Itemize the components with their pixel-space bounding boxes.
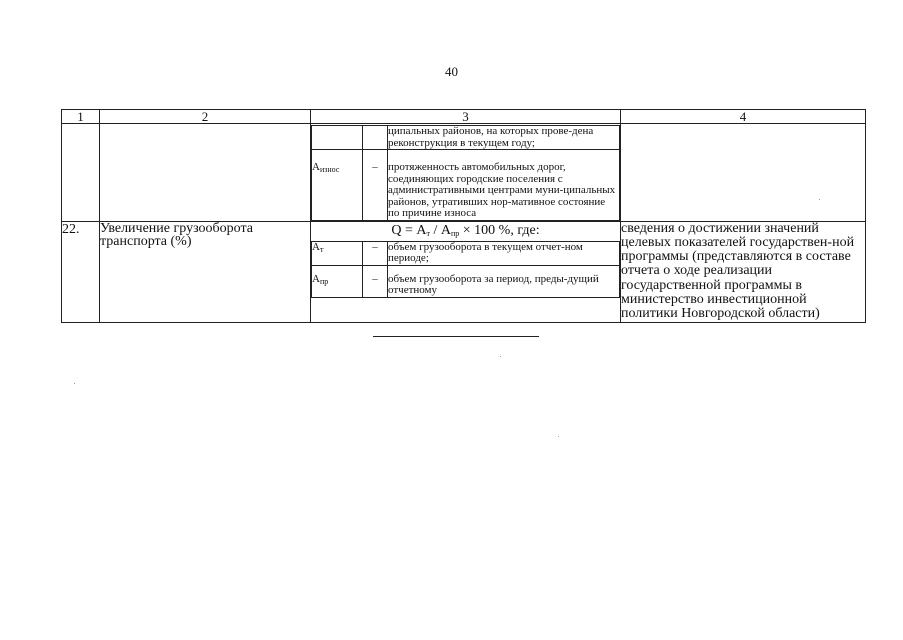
cell-source-empty xyxy=(621,124,866,222)
row-number: 22. xyxy=(62,221,100,322)
header-col-1: 1 xyxy=(62,110,100,124)
legend-dash: – xyxy=(363,265,388,297)
legend-text: объем грузооборота за период, преды-дущий отчетному xyxy=(388,265,620,297)
scan-speck xyxy=(819,199,820,200)
legend-text: объем грузооборота в текущем отчет-ном периоде; xyxy=(388,241,620,265)
legend-text: ципальных районов, на которых прове-дена реконструкция в текущем году; xyxy=(388,126,620,150)
indicators-table xyxy=(61,109,866,323)
legend-item xyxy=(312,150,620,221)
scan-speck xyxy=(500,356,501,357)
method-legend xyxy=(311,241,620,298)
header-col-3: 3 xyxy=(311,110,621,124)
legend-item xyxy=(312,241,620,265)
cell-number-empty xyxy=(62,124,100,222)
legend-dash: – xyxy=(363,150,388,221)
cell-indicator-empty xyxy=(100,124,311,222)
cell-method xyxy=(311,221,621,322)
legend-dash: – xyxy=(363,241,388,265)
legend-text: протяженность автомобильных дорог, соединяющих городские поселения с административными центрами муни-ципальных районов, утративших нор-мативное состояние по причине износа xyxy=(388,150,620,221)
legend-symbol xyxy=(312,126,363,150)
legend-symbol: $А_{пр}$ xyxy=(312,265,363,297)
scan-speck xyxy=(74,383,75,384)
table-row-22 xyxy=(62,221,866,322)
legend-symbol: $А_т$ xyxy=(312,241,363,265)
legend-item xyxy=(312,126,620,150)
header-col-4: 4 xyxy=(621,110,866,124)
indicator-name: Увеличение грузооборота транспорта (%) xyxy=(100,221,311,322)
cell-method xyxy=(311,124,621,222)
table-header-row xyxy=(62,110,866,124)
method-legend xyxy=(311,125,620,221)
page-number: 40 xyxy=(445,64,458,79)
data-source: сведения о достижении значений целевых показателей государствен-ной программы (представляются в составе отчета о ходе реализации государственной программы в министерство инвестиционной политики Новгородской области) xyxy=(621,221,866,322)
formula: $Q = А_т / А_{пр} \times 100$ %, где: xyxy=(391,222,540,238)
legend-dash xyxy=(363,126,388,150)
footer-separator-line xyxy=(373,336,539,337)
header-col-2: 2 xyxy=(100,110,311,124)
legend-item xyxy=(312,265,620,297)
table-row-continued xyxy=(62,124,866,222)
legend-symbol: $А_{износ}$ xyxy=(312,150,363,221)
scan-speck xyxy=(558,436,559,437)
